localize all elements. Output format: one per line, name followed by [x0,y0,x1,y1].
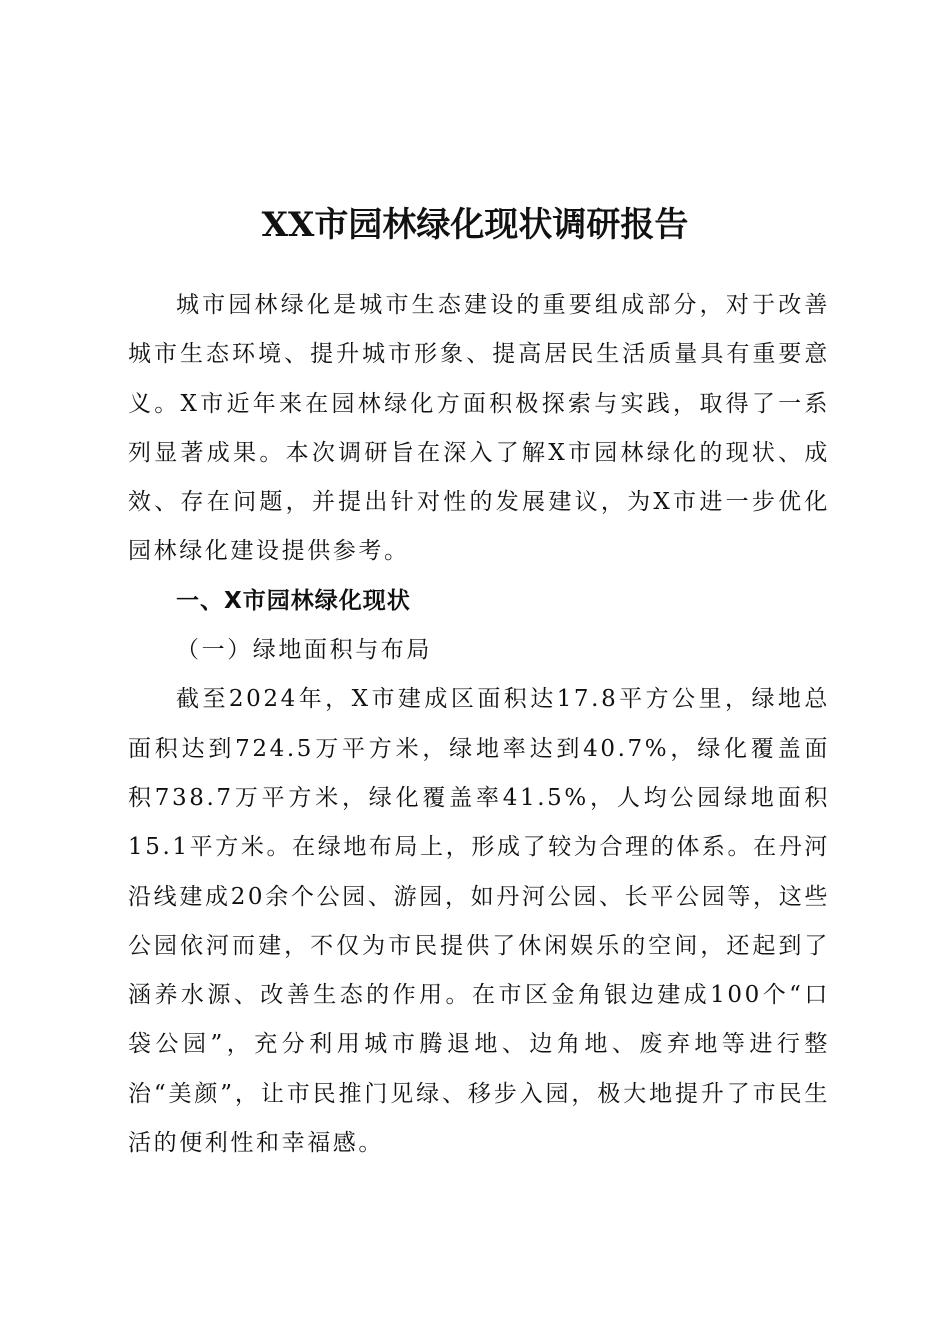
intro-paragraph: 城市园林绿化是城市生态建设的重要组成部分，对于改善城市生态环境、提升城市形象、提高居民生活质量具有重要意义。X市近年来在园林绿化方面积极探索与实践，取得了一系列显著成果。本次调研旨在深入了解X市园林绿化的现状、成效、存在问题，并提出针对性的发展建议，为X市进一步优化园林绿化建设提供参考。 [128,292,830,565]
subsection-heading-1: （一）绿地面积与布局 [176,637,432,664]
document-title: XX市园林绿化现状调研报告 [261,204,689,245]
section-heading-1: 一、X市园林绿化现状 [176,587,411,614]
subsection-paragraph-1: 截至2024年，X市建成区面积达17.8平方公里，绿地总面积达到724.5万平方米，绿地率达到40.7%，绿化覆盖面积738.7万平方米，绿化覆盖率41.5%，人均公园绿地面积15.1平方米。在绿地布局上，形成了较为合理的体系。在丹河沿线建成20余个公园、游园，如丹河公园、长平公园等，这些公园依河而建，不仅为市民提供了休闲娱乐的空间，还起到了涵养水源、改善生态的作用。在市区金角银边建成100个“口袋公园”，充分利用城市腾退地、边角地、废弃地等进行整治“美颜”，让市民推门见绿、移步入园，极大地提升了市民生活的便利性和幸福感。 [128,686,830,1157]
document-body [128,281,830,1168]
